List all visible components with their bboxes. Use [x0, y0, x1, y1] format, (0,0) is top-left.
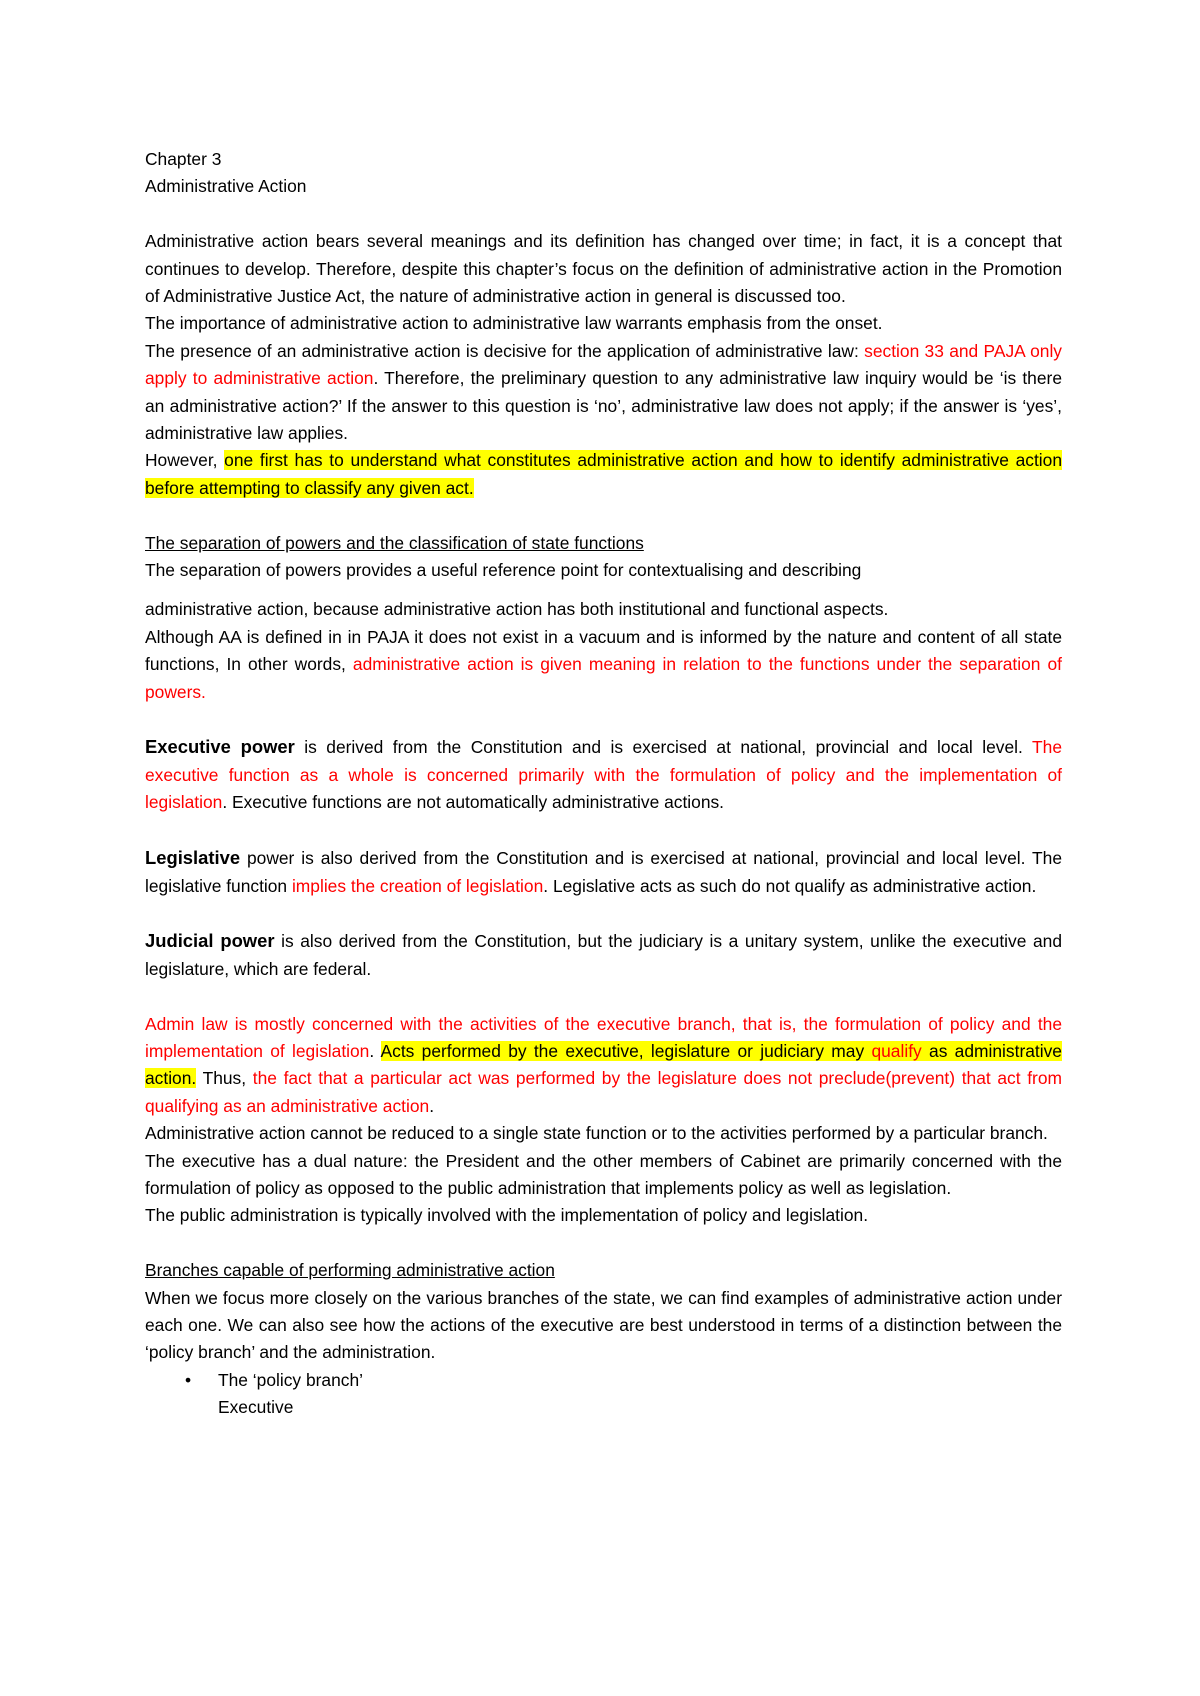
legislative-term: Legislative	[145, 847, 241, 869]
admin-law-highlight-b: as administrative action.	[145, 1040, 1062, 1089]
legislative-red-text: implies the creation of legislation	[291, 875, 544, 896]
branches-heading-text: Branches capable of performing administrative action	[145, 1260, 555, 1281]
chapter-number: Chapter 3	[145, 149, 222, 169]
reduction-paragraph: Administrative action cannot be reduced to a single state function or to the activities performed by a particular branch.	[145, 1123, 1048, 1144]
judicial-text: is also derived from the Constitution, but the judiciary is a unitary system, unlike the executive and legislature, which are federal.	[145, 931, 1062, 979]
separation-red-text: administrative action is given meaning in relation to the functions under the separation of powers.	[145, 654, 1062, 702]
executive-power-term: Executive power	[145, 736, 295, 758]
executive-paragraph	[145, 733, 1062, 816]
chapter-title: Administrative Action	[145, 176, 307, 197]
bullet-sub-label: Executive	[218, 1397, 294, 1418]
importance-paragraph: The importance of administrative action to administrative law warrants emphasis from the onset.	[145, 313, 883, 334]
presence-paragraph	[145, 338, 1062, 448]
judicial-paragraph	[145, 927, 1062, 983]
executive-red-text: The executive function as a whole is concerned primarily with the formulation of policy and the implementation of legislation	[145, 737, 1062, 813]
separation-paragraph	[145, 624, 1062, 706]
executive-text-b: . Executive functions are not automatically administrative actions.	[222, 792, 725, 813]
public-admin-paragraph: The public administration is typically involved with the implementation of policy and legislation.	[145, 1205, 869, 1226]
admin-law-dot: .	[369, 1040, 381, 1061]
bullet-icon: •	[185, 1369, 192, 1390]
however-highlight: one first has to understand what constitutes administrative action and how to identify administrative action before attempting to classify any given act.	[145, 450, 1062, 498]
however-text: However,	[145, 450, 225, 471]
legislative-paragraph	[145, 844, 1062, 900]
executive-text-a: is derived from the Constitution and is exercised at national, provincial and local level.	[294, 737, 1033, 758]
list-item	[145, 1367, 1062, 1422]
separation-first-line: The separation of powers provides a useful reference point for contextualising and describing	[145, 560, 862, 581]
presence-text-c: . Therefore, the preliminary question to any administrative law inquiry would be ‘is there an administrative action?’ If the answer to this question is ‘no’, administrative law does not apply; if the answer is ‘yes’, administrative law applies.	[145, 368, 1062, 444]
separation-heading	[145, 530, 1062, 557]
presence-red-text: section 33 and PAJA only apply to administrative action	[145, 340, 1062, 389]
separation-second-line: administrative action, because administrative action has both institutional and functional aspects.	[145, 599, 889, 620]
bullet-label: The ‘policy branch’	[218, 1369, 363, 1390]
however-paragraph	[145, 447, 1062, 502]
document-page	[145, 146, 1062, 1422]
admin-law-thus: Thus,	[196, 1068, 253, 1089]
separation-heading-text: The separation of powers and the classification of state functions	[145, 532, 644, 553]
legislative-text-b: . Legislative acts as such do not qualify as administrative action.	[543, 875, 1037, 896]
intro-paragraph: Administrative action bears several meanings and its definition has changed over time; in fact, it is a concept that continues to develop. Therefore, despite this chapter’s focus on the definition of administrative action in the Promotion of Administrative Justice Act, the nature of administrative action in general is discussed too.	[145, 231, 1062, 307]
admin-law-paragraph	[145, 1011, 1062, 1121]
admin-law-red-text-2: the fact that a particular act was performed by the legislature does not preclude(prevent) that act from qualifying as an administrative action	[145, 1068, 1062, 1116]
admin-law-red-text: Admin law is mostly concerned with the activities of the executive branch, that is, the formulation of policy and the implementation of legislation	[145, 1013, 1062, 1061]
branches-paragraph: When we focus more closely on the various branches of the state, we can find examples of administrative action under each one. We can also see how the actions of the executive are best understood in terms of a distinction between the ‘policy branch’ and the administration.	[145, 1287, 1062, 1363]
presence-text-a: The presence of an administrative action is decisive for the application of administrative law:	[145, 340, 865, 361]
branches-heading	[145, 1257, 1062, 1284]
separation-text: Although AA is defined in in PAJA it does not exist in a vacuum and is informed by the nature and content of all state functions, In other words,	[145, 626, 1062, 675]
admin-law-highlight-a: Acts performed by the executive, legislature or judiciary may	[380, 1040, 872, 1061]
admin-law-end: .	[429, 1095, 435, 1116]
legislative-text-a: power is also derived from the Constitution and is exercised at national, provincial and local level. The legislative function	[145, 848, 1062, 896]
admin-law-highlight-red: qualify	[871, 1040, 922, 1061]
judicial-power-term: Judicial power	[145, 930, 275, 952]
dual-nature-paragraph: The executive has a dual nature: the President and the other members of Cabinet are primarily concerned with the formulation of policy as opposed to the public administration that implements policy as well as legislation.	[145, 1150, 1062, 1198]
